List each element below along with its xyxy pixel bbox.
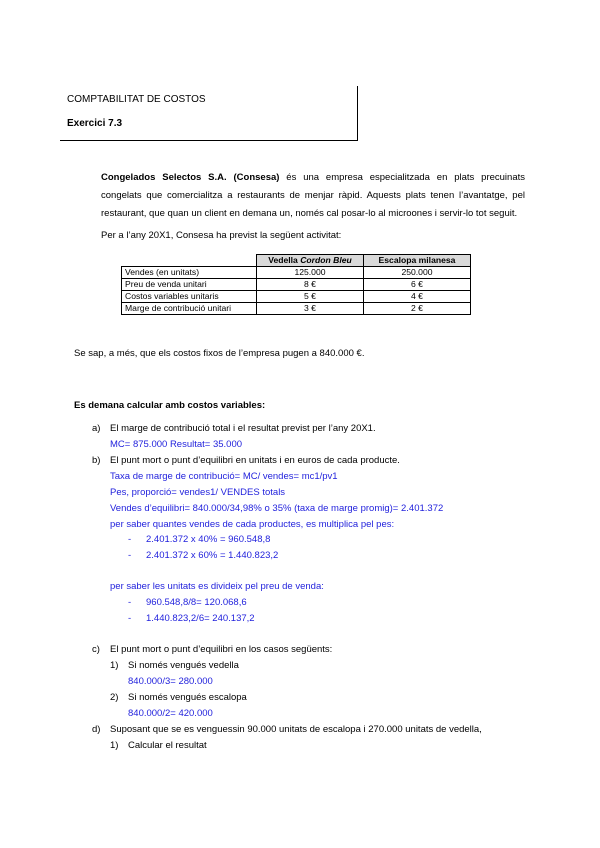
bullet-dash: - <box>128 550 132 561</box>
table-corner <box>122 255 257 267</box>
table-row <box>122 291 471 303</box>
request-heading: Es demana calcular amb costos variables: <box>74 400 266 411</box>
cell-vedella: 125.000 <box>257 267 364 279</box>
activity-table <box>121 254 471 315</box>
table-row <box>122 267 471 279</box>
answer-b-line5: per saber les unitats es divideix pel preu de venda: <box>110 581 324 592</box>
cell-vedella: 3 € <box>257 303 364 315</box>
question-c-text: El punt mort o punt d’equilibri en los casos següents: <box>110 644 333 655</box>
row-label: Vendes (en unitats) <box>122 267 257 279</box>
exercise-title: Exercici 7.3 <box>67 118 123 129</box>
bullet-dash: - <box>128 534 132 545</box>
cell-vedella: 5 € <box>257 291 364 303</box>
question-a-marker: a) <box>92 423 101 434</box>
company-name: Congelados Selectos S.A. (Consesa) <box>101 172 280 183</box>
question-c-marker: c) <box>92 644 100 655</box>
intro-text: és una empresa especialitzada en plats precuinats congelats que comercialitza a restaurants de menjar ràpid. Aquests plats tenen l’avantatge, pel restaurant, que quan un client en demana un, només cal posar-lo al microones i servir-lo tot seguit. <box>101 172 525 219</box>
intro-paragraph <box>101 169 525 223</box>
question-d-sub-text: Calcular el resultat <box>128 740 207 751</box>
cell-vedella: 8 € <box>257 279 364 291</box>
table-header-row <box>122 255 471 267</box>
question-d-sub-marker: 1) <box>110 740 119 751</box>
question-b-text: El punt mort o punt d’equilibri en unitats i en euros de cada producte. <box>110 455 400 466</box>
case-1-text: Si només vengués vedella <box>128 660 239 671</box>
column-header-vedella: Vedella Cordon Bleu <box>257 255 364 267</box>
case-1-marker: 1) <box>110 660 119 671</box>
cell-escalopa: 6 € <box>364 279 471 291</box>
case-2-marker: 2) <box>110 692 119 703</box>
answer-b-bullet1: 2.401.372 x 40% = 960.548,8 <box>146 534 271 545</box>
answer-b-bullet2: 2.401.372 x 60% = 1.440.823,2 <box>146 550 279 561</box>
cell-escalopa: 250.000 <box>364 267 471 279</box>
answer-b-line2: Pes, proporció= vendes1/ VENDES totals <box>110 487 286 498</box>
question-b-marker: b) <box>92 455 101 466</box>
bullet-dash: - <box>128 613 132 624</box>
question-d-marker: d) <box>92 724 101 735</box>
answer-b-line4: per saber quantes vendes de cada productes, es multiplica pel pes: <box>110 519 395 530</box>
cell-escalopa: 2 € <box>364 303 471 315</box>
cell-escalopa: 4 € <box>364 291 471 303</box>
question-d-text: Suposant que se es venguessin 90.000 unitats de escalopa i 270.000 unitats de vedella, <box>110 724 482 735</box>
answer-b-line1: Taxa de marge de contribució= MC/ vendes= mc1/pv1 <box>110 471 338 482</box>
case-2-text: Si només vengués escalopa <box>128 692 247 703</box>
answer-a: MC= 875.000 Resultat= 35.000 <box>110 439 243 450</box>
answer-b-line3: Vendes d’equilibri= 840.000/34,98% o 35% (taxa de marge promig)= 2.401.372 <box>110 503 444 514</box>
row-label: Costos variables unitaris <box>122 291 257 303</box>
column-header-escalopa: Escalopa milanesa <box>364 255 471 267</box>
answer-b-bullet4: 1.440.823,2/6= 240.137,2 <box>146 613 255 624</box>
case-2-answer: 840.000/2= 420.000 <box>128 708 213 719</box>
answer-b-bullet3: 960.548,8/8= 120.068,6 <box>146 597 247 608</box>
course-title: COMPTABILITAT DE COSTOS <box>67 94 206 105</box>
table-row <box>122 279 471 291</box>
row-label: Marge de contribució unitari <box>122 303 257 315</box>
question-a-text: El marge de contribució total i el resultat previst per l’any 20X1. <box>110 423 376 434</box>
forecast-line: Per a l’any 20X1, Consesa ha previst la següent activitat: <box>101 230 342 241</box>
fixed-costs-line: Se sap, a més, que els costos fixos de l’empresa pugen a 840.000 €. <box>74 348 365 359</box>
bullet-dash: - <box>128 597 132 608</box>
case-1-answer: 840.000/3= 280.000 <box>128 676 213 687</box>
row-label: Preu de venda unitari <box>122 279 257 291</box>
table-row <box>122 303 471 315</box>
